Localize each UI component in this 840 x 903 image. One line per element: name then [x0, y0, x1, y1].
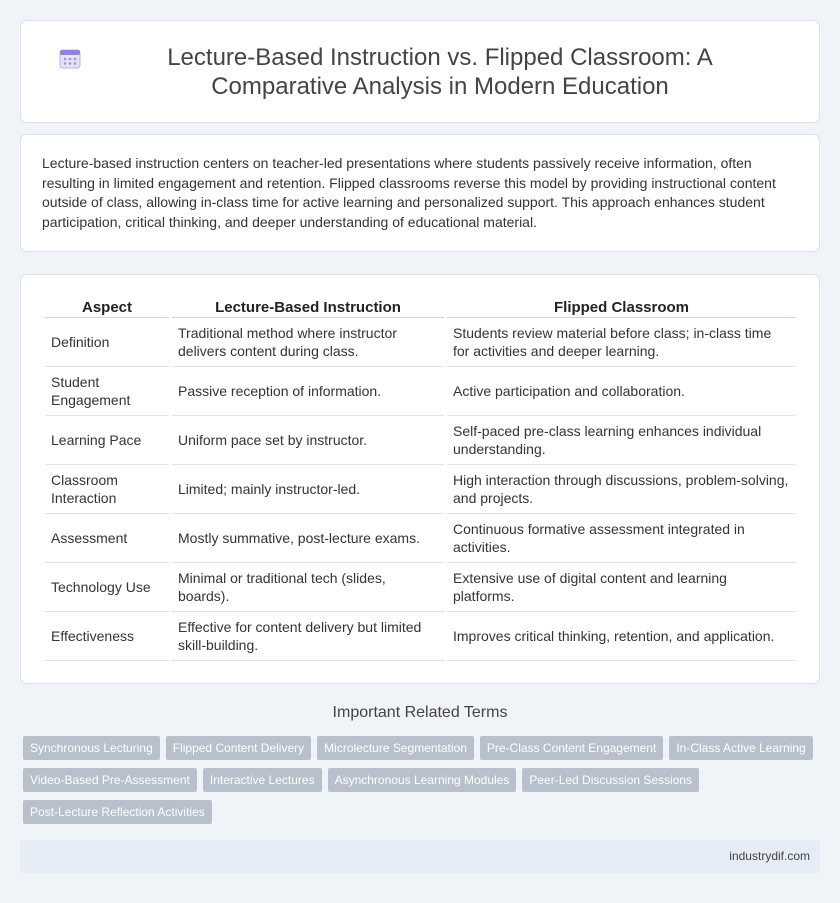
- row-flipped: Improves critical thinking, retention, and application.: [447, 612, 796, 661]
- term-tag[interactable]: Interactive Lectures: [203, 768, 322, 792]
- footer-site-link[interactable]: industrydif.com: [729, 849, 810, 863]
- term-tag[interactable]: Asynchronous Learning Modules: [328, 768, 517, 792]
- row-aspect: Learning Pace: [45, 416, 169, 465]
- term-tag[interactable]: Pre-Class Content Engagement: [480, 736, 663, 760]
- row-aspect: Student Engagement: [45, 367, 169, 416]
- page-title: Lecture-Based Instruction vs. Flipped Classroom: A Comparative Analysis in Modern Education: [167, 44, 713, 100]
- table-row: [45, 465, 796, 514]
- table-row: [45, 367, 796, 416]
- row-lecture: Passive reception of information.: [172, 367, 444, 416]
- footer: [20, 840, 820, 873]
- term-tag[interactable]: Peer-Led Discussion Sessions: [522, 768, 699, 792]
- row-flipped: Students review material before class; in-class time for activities and deeper learning.: [447, 318, 796, 367]
- term-tag[interactable]: In-Class Active Learning: [669, 736, 812, 760]
- row-flipped: Active participation and collaboration.: [447, 367, 796, 416]
- row-lecture: Traditional method where instructor delivers content during class.: [172, 318, 444, 367]
- row-lecture: Minimal or traditional tech (slides, boards).: [172, 563, 444, 612]
- term-tag[interactable]: Video-Based Pre-Assessment: [23, 768, 197, 792]
- row-aspect: Technology Use: [45, 563, 169, 612]
- row-flipped: Continuous formative assessment integrated in activities.: [447, 514, 796, 563]
- row-aspect: Assessment: [45, 514, 169, 563]
- row-lecture: Mostly summative, post-lecture exams.: [172, 514, 444, 563]
- row-flipped: Self-paced pre-class learning enhances individual understanding.: [447, 416, 796, 465]
- table-row: [45, 318, 796, 367]
- related-terms-list: [23, 736, 823, 824]
- comparison-table-card: [20, 274, 820, 684]
- row-lecture: Limited; mainly instructor-led.: [172, 465, 444, 514]
- comparison-table: [42, 297, 799, 661]
- term-tag[interactable]: Post-Lecture Reflection Activities: [23, 800, 212, 824]
- table-row: [45, 416, 796, 465]
- row-aspect: Definition: [45, 318, 169, 367]
- intro-paragraph: Lecture-based instruction centers on teacher-led presentations where students passively receive information, often resulting in limited engagement and retention. Flipped classrooms reverse this model by providing instructional content outside of class, allowing in-class time for active learning and personalized support. This approach enhances student participation, critical thinking, and deeper understanding of educational material.: [42, 155, 776, 230]
- table-header-row: [45, 297, 796, 318]
- term-tag[interactable]: Synchronous Lecturing: [23, 736, 160, 760]
- related-terms-heading: Important Related Terms: [332, 704, 508, 721]
- table-row: [45, 514, 796, 563]
- row-aspect: Effectiveness: [45, 612, 169, 661]
- row-lecture: Uniform pace set by instructor.: [172, 416, 444, 465]
- column-header-lecture: Lecture-Based Instruction: [172, 297, 444, 318]
- table-row: [45, 612, 796, 661]
- column-header-flipped: Flipped Classroom: [447, 297, 796, 318]
- row-flipped: Extensive use of digital content and learning platforms.: [447, 563, 796, 612]
- column-header-aspect: Aspect: [45, 297, 169, 318]
- term-tag[interactable]: Microlecture Segmentation: [317, 736, 474, 760]
- row-lecture: Effective for content delivery but limited skill-building.: [172, 612, 444, 661]
- intro-card: [20, 134, 820, 252]
- title-card: [20, 20, 820, 123]
- row-aspect: Classroom Interaction: [45, 465, 169, 514]
- row-flipped: High interaction through discussions, problem-solving, and projects.: [447, 465, 796, 514]
- term-tag[interactable]: Flipped Content Delivery: [166, 736, 311, 760]
- table-row: [45, 563, 796, 612]
